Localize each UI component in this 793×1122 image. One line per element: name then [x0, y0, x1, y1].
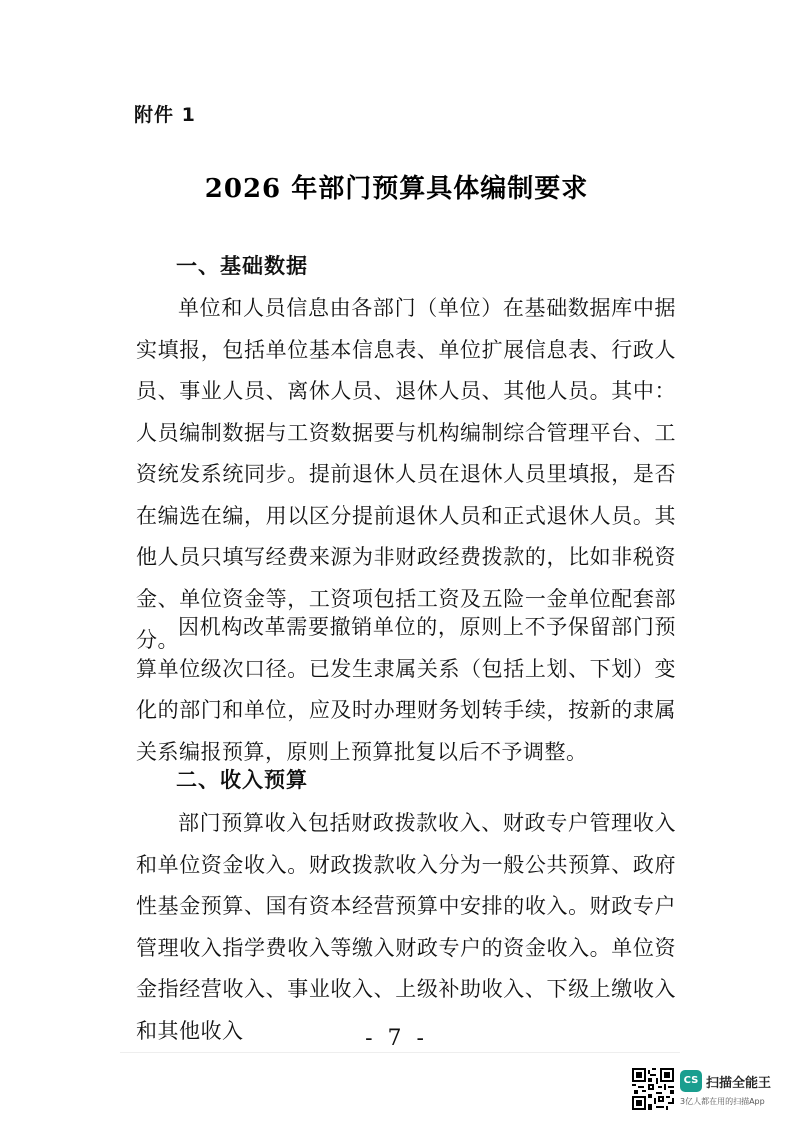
paragraph-basic-data-1: 单位和人员信息由各部门（单位）在基础数据库中据实填报，包括单位基本信息表、单位扩展信息表、行政人员、事业人员、离休人员、退休人员、其他人员。其中：人员编制数据与工资数据要与机构编制综合管理平台、工资统发系统同步。提前退休人员在退休人员里填报，是否在编选在编，用以区分提前退休人员和正式退休人员。其他人员只填写经费来源为非财政经费拨款的，比如非税资金、单位资金等，工资项包括工资及五险一金单位配套部分。	[136, 296, 676, 652]
section-heading-basic-data: 一、基础数据	[176, 254, 308, 278]
watermark-slogan: 3亿人都在用的扫描App	[680, 1097, 765, 1106]
camscanner-logo-icon: CS	[680, 1070, 702, 1092]
page-number: - 7 -	[365, 1026, 428, 1051]
footer-divider	[120, 1052, 680, 1053]
paragraph-basic-data-2: 因机构改革需要撤销单位的，原则上不予保留部门预算单位级次口径。已发生隶属关系（包括上划、下划）变化的部门和单位，应及时办理财务划转手续，按新的隶属关系编报预算，原则上预算批复以后不予调整。	[136, 615, 676, 764]
paragraph-income-budget-1: 部门预算收入包括财政拨款收入、财政专户管理收入和单位资金收入。财政拨款收入分为一般公共预算、政府性基金预算、国有资本经营预算中安排的收入。财政专户管理收入指学费收入等缴入财政专户的资金收入。单位资金指经营收入、事业收入、上级补助收入、下级上缴收入和其他收入	[136, 811, 676, 1043]
document-title: 2026 年部门预算具体编制要求	[204, 174, 589, 204]
watermark-brand: 扫描全能王	[706, 1076, 772, 1091]
attachment-label: 附件 1	[134, 104, 196, 126]
qr-code-icon	[632, 1068, 674, 1110]
section-heading-income-budget: 二、收入预算	[176, 768, 308, 792]
scanner-watermark	[632, 1068, 782, 1114]
